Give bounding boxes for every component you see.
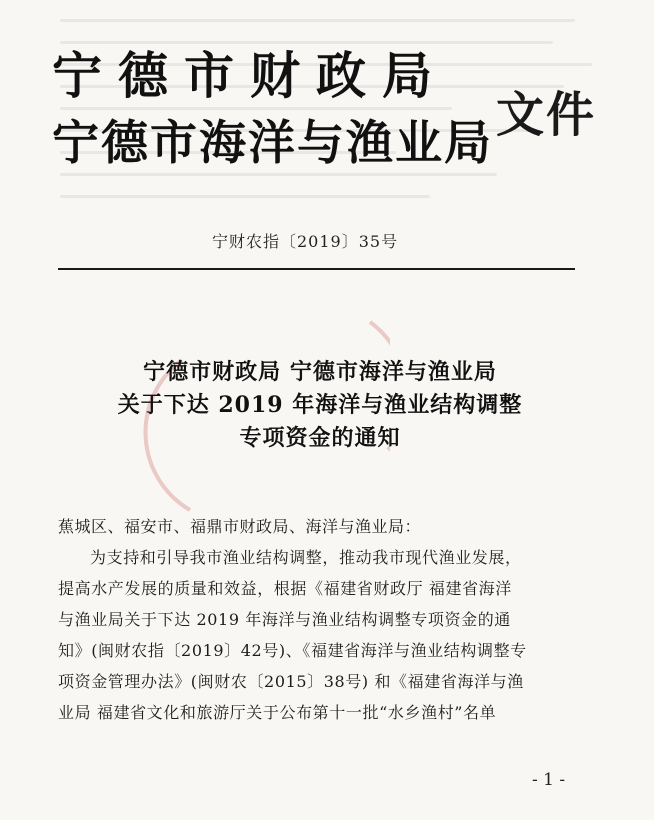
document-title bbox=[0, 356, 640, 455]
body-line: 与渔业局关于下达 2019 年海洋与渔业结构调整专项资金的通 bbox=[58, 610, 511, 629]
document-body bbox=[58, 511, 588, 728]
issuer-line-finance-bureau: 宁德市财政局 bbox=[52, 47, 448, 105]
body-line: 为支持和引导我市渔业结构调整，推动我市现代渔业发展， bbox=[90, 548, 522, 567]
document-number: 宁财农指〔2019〕35号 bbox=[212, 232, 399, 251]
title-line: 专项资金的通知 bbox=[239, 425, 401, 451]
body-line: 项资金管理办法》(闽财农〔2015〕38号) 和《福建省海洋与渔 bbox=[58, 672, 524, 691]
page-number: - 1 - bbox=[532, 770, 566, 790]
document-type-label: 文件 bbox=[496, 87, 597, 143]
title-line: 关于下达 2019 年海洋与渔业结构调整 bbox=[117, 392, 523, 418]
body-line: 业局 福建省文化和旅游厅关于公布第十一批“水乡渔村”名单 bbox=[58, 703, 497, 722]
title-line: 宁德市财政局 宁德市海洋与渔业局 bbox=[143, 359, 497, 385]
addressee-line: 蕉城区、福安市、福鼎市财政局、海洋与渔业局： bbox=[58, 517, 422, 536]
body-line: 提高水产发展的质量和效益，根据《福建省财政厅 福建省海洋 bbox=[58, 579, 512, 598]
header-divider bbox=[58, 268, 575, 270]
issuer-line-ocean-fishery-bureau: 宁德市海洋与渔业局 bbox=[52, 116, 493, 171]
body-line: 知》(闽财农指〔2019〕42号)、《福建省海洋与渔业结构调整专 bbox=[58, 641, 527, 660]
